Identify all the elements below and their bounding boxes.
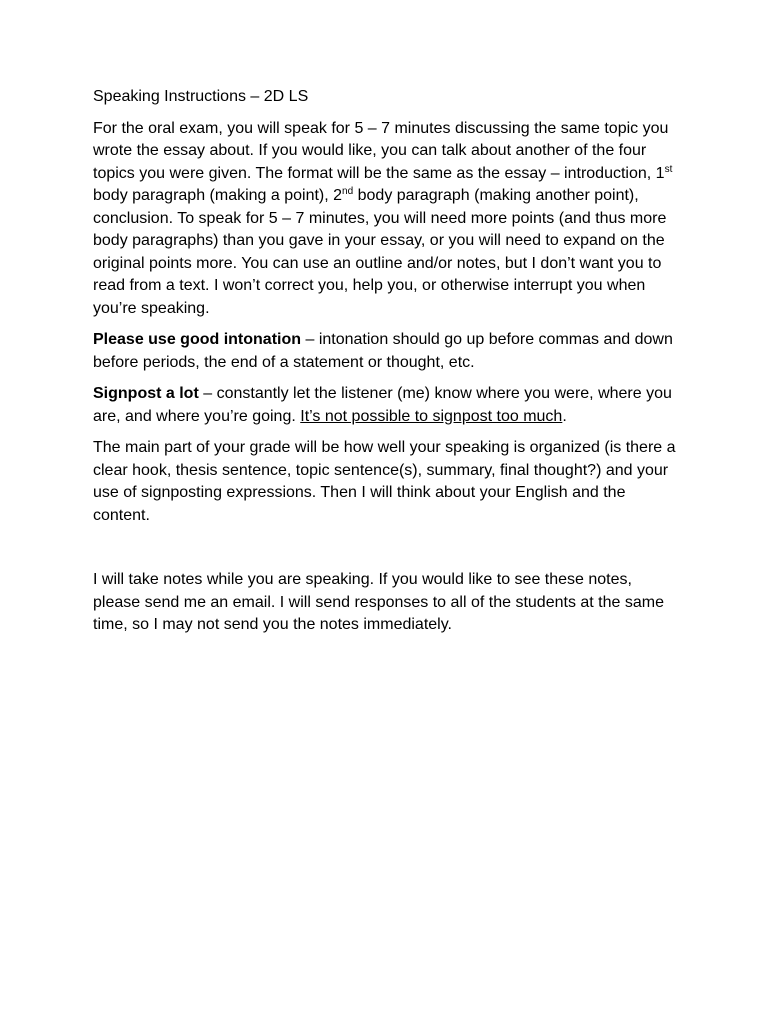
signpost-end: . xyxy=(562,407,567,425)
paragraph-signpost xyxy=(93,383,683,428)
blank-line xyxy=(93,536,683,569)
paragraph-oral-exam-format xyxy=(93,118,683,321)
p1-text-a: For the oral exam, you will speak for 5 – 7 minutes discussing the same topic you wrote the essay about. If you would like, you can talk about another of the four topics you were given. The format will be the same as the essay – introduction, 1 xyxy=(93,119,669,182)
intonation-text: – intonation should go up before commas and down before periods, the end of a statement or thought, etc. xyxy=(93,331,673,371)
p1-text-c: body paragraph (making another point), conclusion. To speak for 5 – 7 minutes, you will need more points (and thus more body paragraphs) than you gave in your essay, or you will need to expand on the original points more. You can use an outline and/or notes, but I don’t want you to read from a text. I won’t correct you, help you, or otherwise interrupt you when you’re speaking. xyxy=(93,187,667,317)
paragraph-intonation xyxy=(93,329,683,374)
p1-sup-nd: nd xyxy=(342,186,354,197)
document-title: Speaking Instructions – 2D LS xyxy=(93,88,309,105)
signpost-text: – constantly let the listener (me) know where you were, where you are, and where you’re going. xyxy=(93,385,672,425)
document-page xyxy=(93,86,683,646)
signpost-underlined-text: It’s not possible to signpost too much xyxy=(300,407,563,425)
paragraph-notes: I will take notes while you are speaking. If you would like to see these notes, please send me an email. I will send responses to all of the students at the same time, so I may not send you the notes immediately. xyxy=(93,571,664,633)
p1-sup-st: st xyxy=(664,163,673,175)
signpost-heading: Signpost a lot xyxy=(93,385,199,402)
paragraph-grading: The main part of your grade will be how well your speaking is organized (is there a clear hook, thesis sentence, topic sentence(s), summary, final thought?) and your use of signposting expressions. Then I will think about your English and the content. xyxy=(93,439,676,524)
intonation-heading: Please use good intonation xyxy=(93,331,302,348)
p1-text-b: body paragraph (making a point), 2 xyxy=(93,187,343,204)
